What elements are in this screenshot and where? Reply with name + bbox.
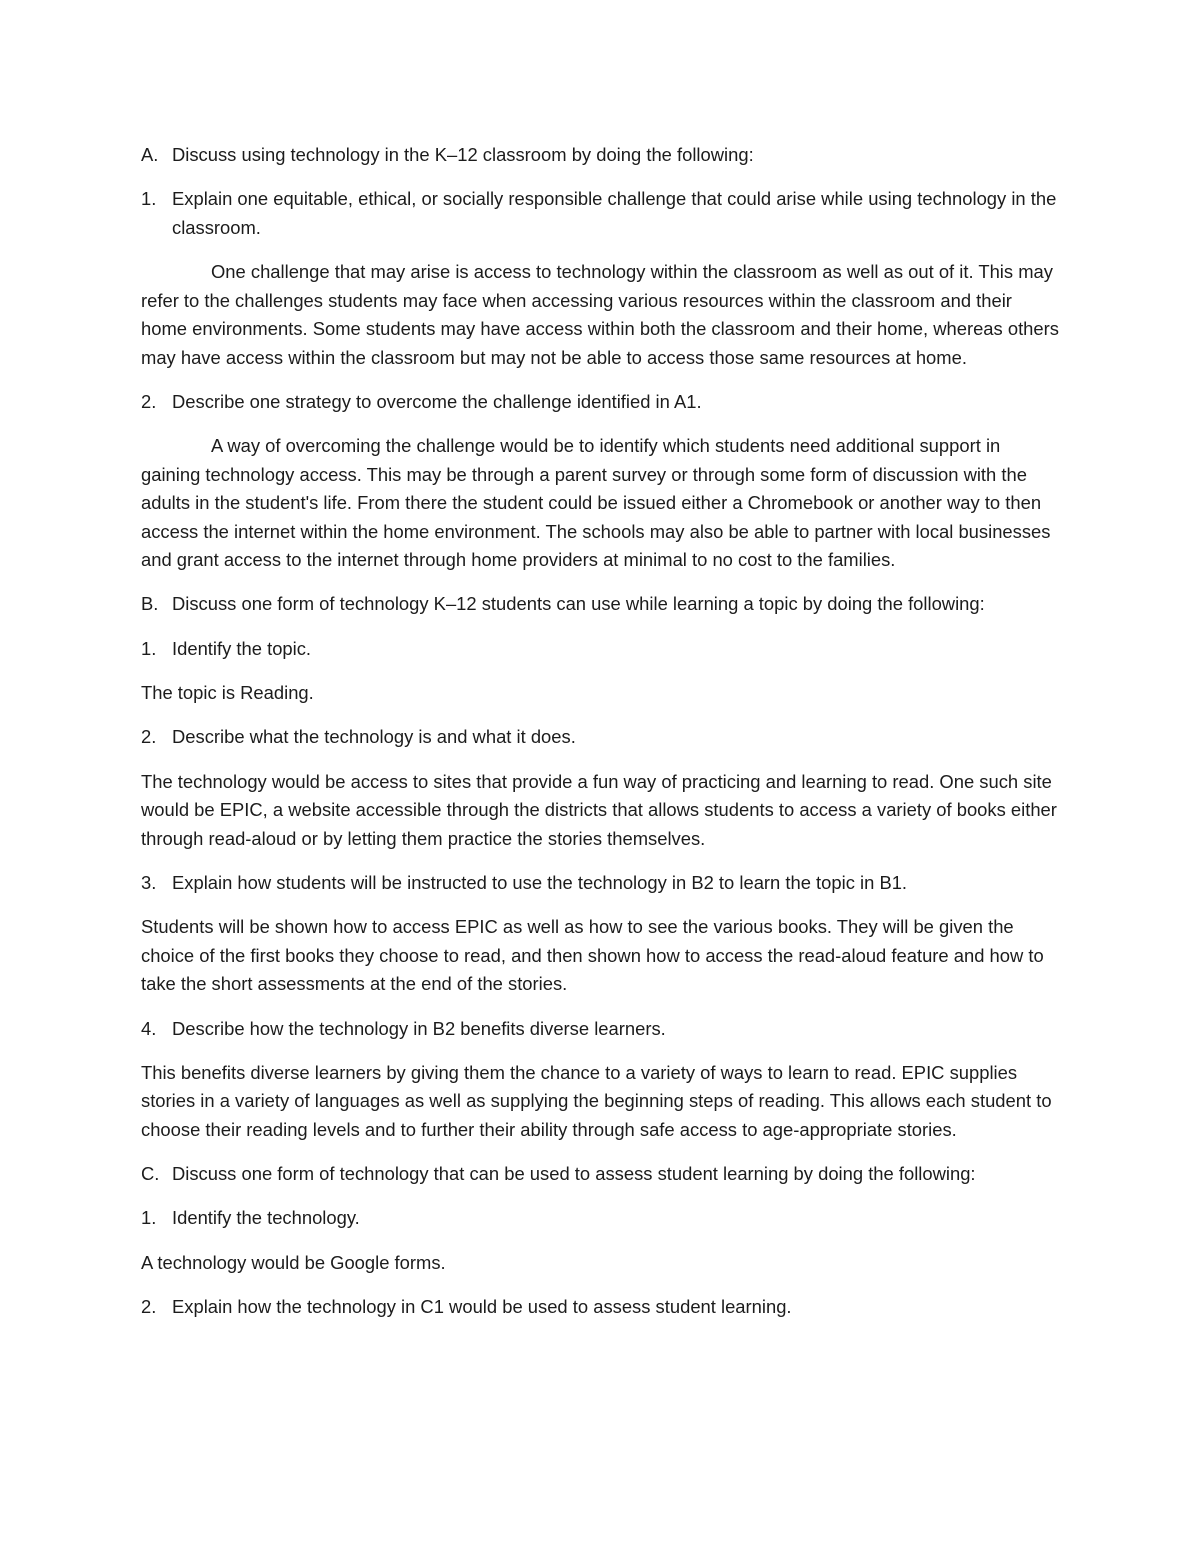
question-c2: [141, 1293, 1061, 1322]
answer-a1: One challenge that may arise is access to technology within the classroom as well as out of it. This may refer to the challenges students may face when accessing various resources within the classroom and their home environments. Some students may have access within both the classroom and their home, whereas others may have access within the classroom but may not be able to access those same resources at home.: [141, 261, 1059, 368]
answer-c1: A technology would be Google forms.: [141, 1251, 446, 1273]
question-b2: [141, 723, 1061, 752]
question-b1-marker: 1.: [141, 637, 157, 659]
question-a1-text: Explain one equitable, ethical, or socially responsible challenge that could arise while using technology in the classroom.: [172, 188, 1057, 238]
question-b1: [141, 635, 1061, 664]
question-c1-marker: 1.: [141, 1207, 157, 1229]
question-a2-text: Describe one strategy to overcome the challenge identified in A1.: [172, 390, 702, 412]
question-b4-marker: 4.: [141, 1017, 157, 1039]
section-b-marker: B.: [141, 593, 159, 615]
question-c1: [141, 1204, 1061, 1233]
section-b-heading-text: Discuss one form of technology K–12 students can use while learning a topic by doing the following:: [172, 593, 985, 615]
section-a-heading: [141, 141, 1061, 170]
question-c1-text: Identify the technology.: [172, 1207, 360, 1229]
section-c-marker: C.: [141, 1163, 160, 1185]
section-c-heading: [141, 1160, 1061, 1189]
question-b2-marker: 2.: [141, 726, 157, 748]
question-c2-text: Explain how the technology in C1 would be used to assess student learning.: [172, 1296, 792, 1318]
section-c-heading-text: Discuss one form of technology that can be used to assess student learning by doing the following:: [172, 1163, 976, 1185]
question-b2-text: Describe what the technology is and what it does.: [172, 726, 576, 748]
question-a2-marker: 2.: [141, 390, 157, 412]
question-b4-text: Describe how the technology in B2 benefits diverse learners.: [172, 1017, 666, 1039]
question-a1: [141, 185, 1061, 242]
answer-b2: The technology would be access to sites that provide a fun way of practicing and learning to read. One such site would be EPIC, a website accessible through the districts that allows students to access a variety of books either through read-aloud or by letting them practice the stories themselves.: [141, 770, 1057, 849]
question-b3: [141, 869, 1061, 898]
answer-b4: This benefits diverse learners by giving them the chance to a variety of ways to learn to read. EPIC supplies stories in a variety of languages as well as supplying the beginning steps of reading. This allows each student to choose their reading levels and to further their ability through safe access to age-appropriate stories.: [141, 1061, 1052, 1140]
question-c2-marker: 2.: [141, 1296, 157, 1318]
question-b1-text: Identify the topic.: [172, 637, 312, 659]
document-body: [141, 141, 1061, 1337]
section-a-marker: A.: [141, 144, 159, 165]
section-b-heading: [141, 590, 1061, 619]
answer-b1: The topic is Reading.: [141, 682, 314, 704]
question-b4: [141, 1015, 1061, 1044]
question-a1-marker: 1.: [141, 188, 157, 210]
question-b3-marker: 3.: [141, 871, 157, 893]
answer-b3: Students will be shown how to access EPIC as well as how to see the various books. They will be given the choice of the first books they choose to read, and then shown how to access the read-aloud feature and how to take the short assessments at the end of the stories.: [141, 916, 1044, 995]
section-a-heading-text: Discuss using technology in the K–12 classroom by doing the following:: [172, 144, 754, 165]
answer-a2: A way of overcoming the challenge would be to identify which students need additional support in gaining technology access. This may be through a parent survey or through some form of discussion with the adults in the student's life. From there the student could be issued either a Chromebook or another way to then access the internet within the home environment. The schools may also be able to partner with local businesses and grant access to the internet through home providers at minimal to no cost to the families.: [141, 435, 1051, 571]
question-a2: [141, 388, 1061, 417]
question-b3-text: Explain how students will be instructed to use the technology in B2 to learn the topic in B1.: [172, 871, 908, 893]
